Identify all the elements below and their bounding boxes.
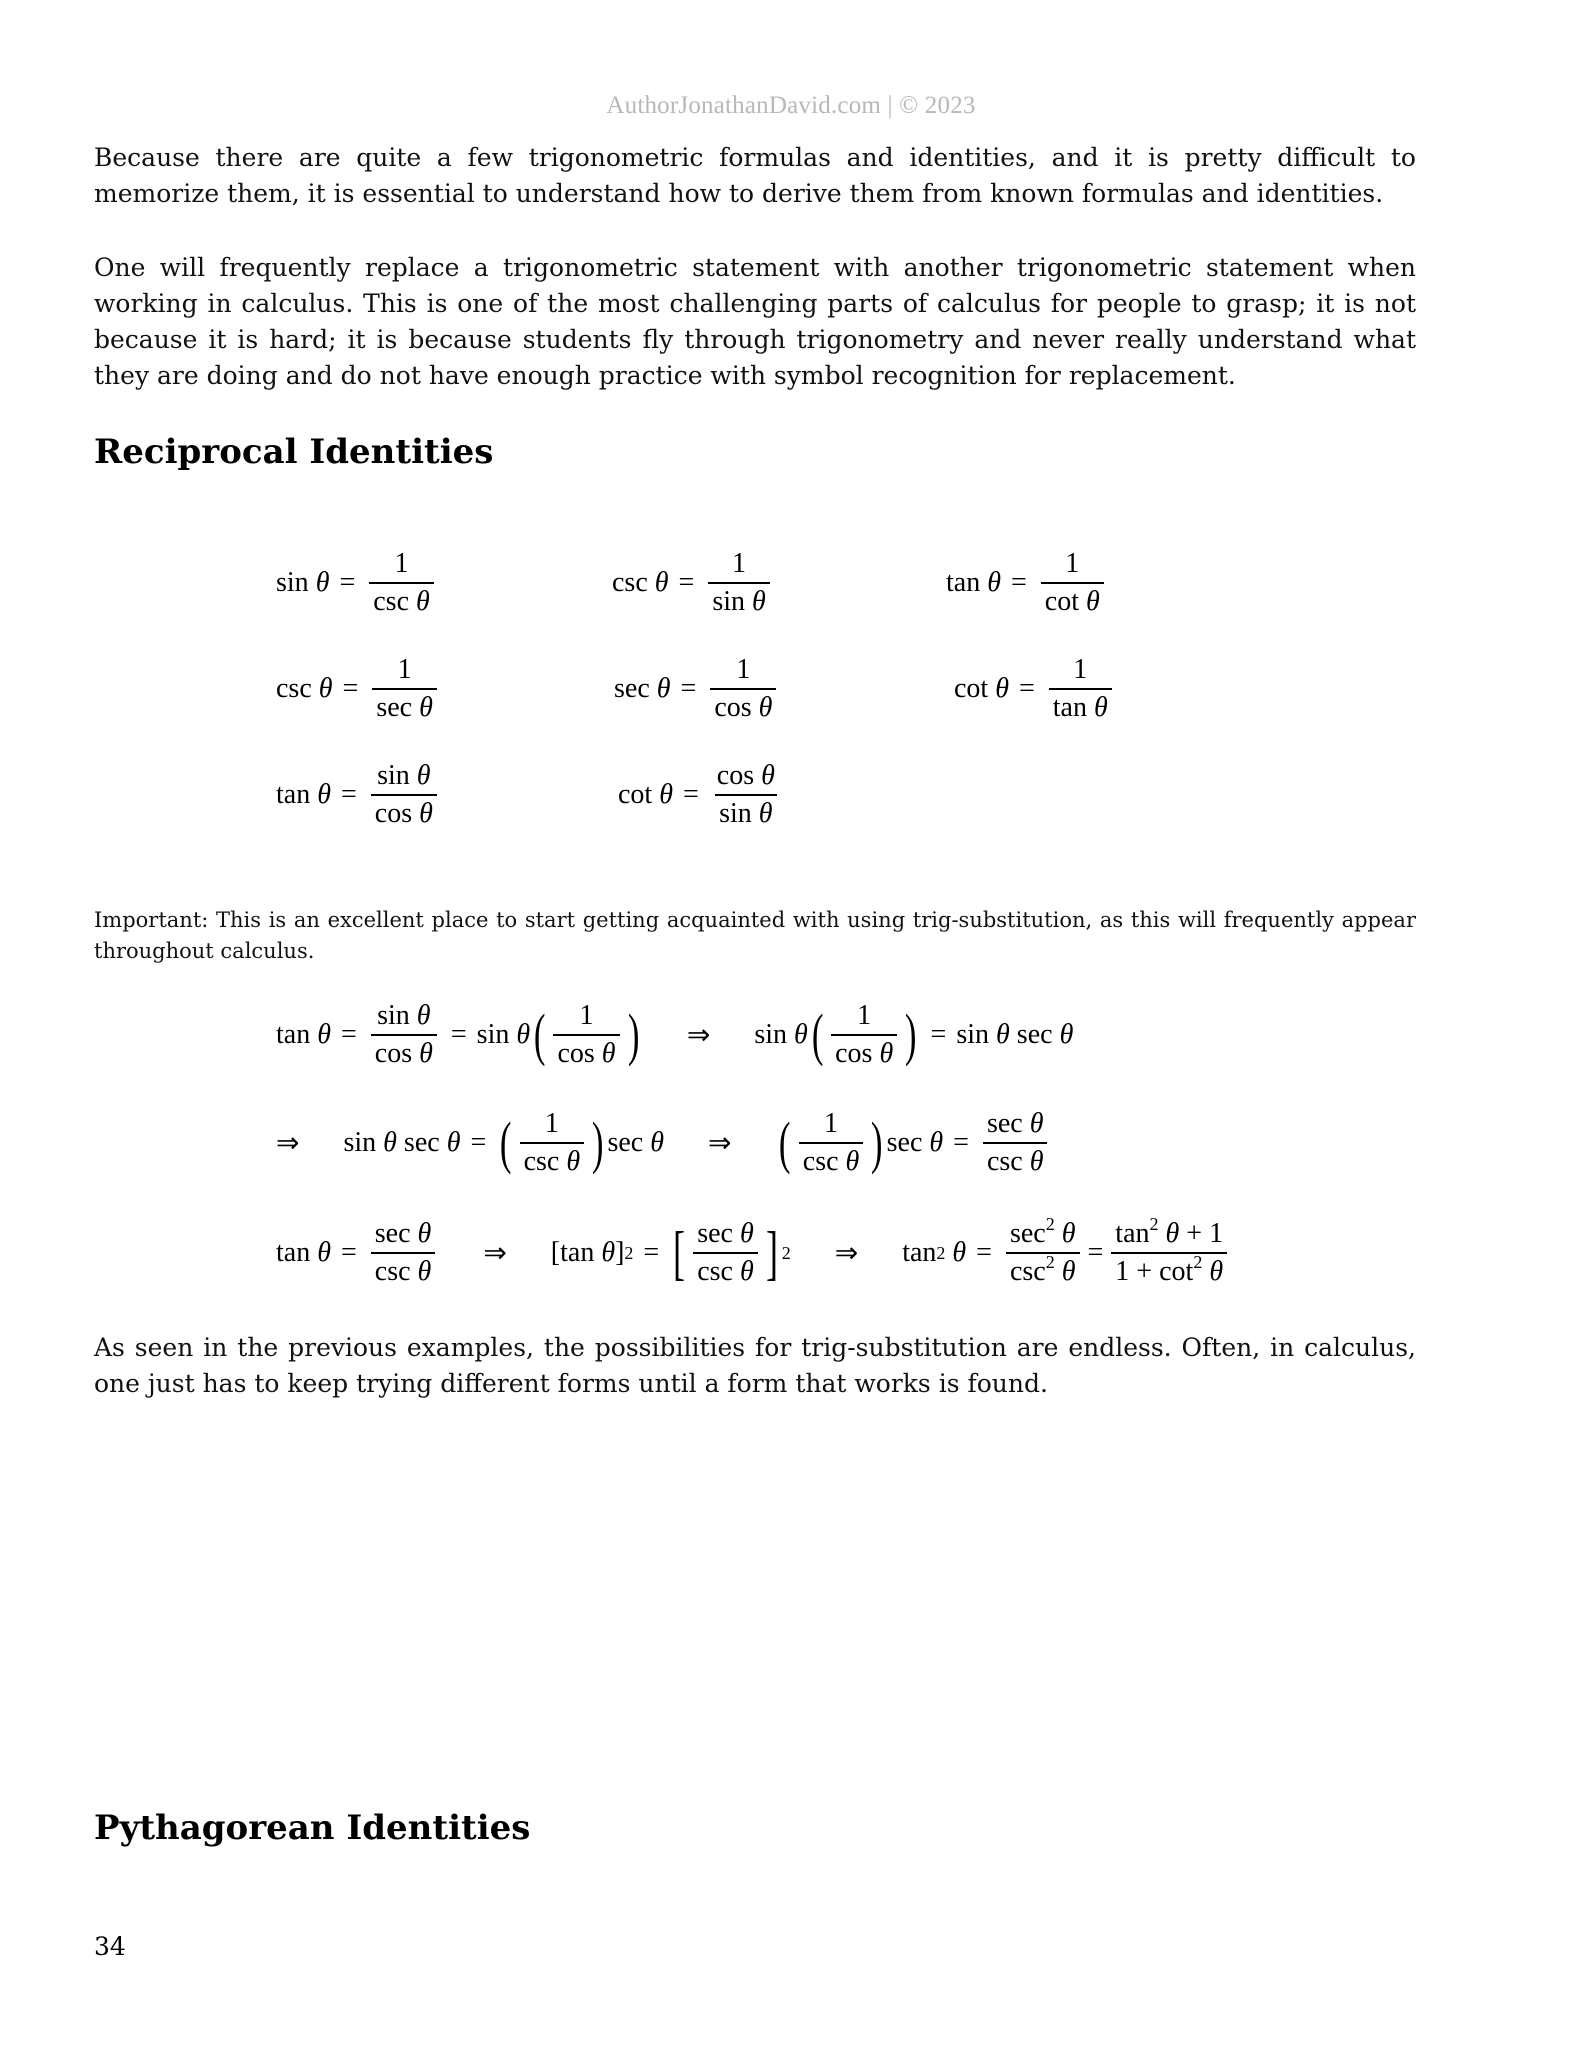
intro-paragraph-1: Because there are quite a few trigonometric formulas and identities, and it is pretty difficult to memorize them, it is essential to understand how to derive them from known formulas and identities. (94, 143, 1416, 208)
fraction: $\frac{\text{sin θ}}{\text{cos θ}}$ (371, 760, 437, 830)
identity-sin-csc: sin θ = $\frac{1}{\text{csc θ}}$ (276, 548, 438, 618)
identity-tan-quotient: tan θ = $\frac{\text{sin θ}}{\text{cos θ}}$ (276, 760, 441, 830)
fraction: $\frac{1}{\text{tan θ}}$ (1049, 654, 1112, 724)
page-header: AuthorJonathanDavid.com | © 2023 (606, 92, 976, 119)
identity-csc-sec: csc θ = $\frac{1}{\text{sec θ}}$ (276, 654, 441, 724)
fraction: $\frac{1}{\text{cot θ}}$ (1041, 548, 1104, 618)
intro-paragraph-2: One will frequently replace a trigonometric statement with another trigonometric statement when working in calculus. This is one of the most challenging parts of calculus for people to grasp; it is not because it is hard; it is because students fly through trigonometry and never really understand what they are doing and do not have enough practice with symbol recognition for replacement. (94, 253, 1416, 390)
identity-csc-sin: csc θ = $\frac{1}{\text{sin θ}}$ (612, 548, 774, 618)
section-heading-reciprocal: Reciprocal Identities (94, 432, 494, 472)
implies-arrow: ⇒ (834, 1238, 859, 1269)
page-number: 34 (94, 1932, 126, 1961)
important-note: Important: This is an excellent place to start getting acquainted with using trig-substitution, as this will frequently appear throughout calculus. (94, 908, 1416, 963)
section-heading-pythagorean: Pythagorean Identities (94, 1808, 531, 1848)
fraction: $\frac{1}{\text{csc θ}}$ (369, 548, 434, 618)
implies-arrow: ⇒ (483, 1238, 507, 1269)
identity-cot-quotient: cot θ = $\frac{\text{cos θ}}{\text{sin θ}}$ (618, 760, 783, 830)
identity-tan-cot: tan θ = $\frac{1}{\text{cot θ}}$ (946, 548, 1108, 618)
fraction: $\frac{1}{\text{sin θ}}$ (708, 548, 769, 618)
implies-arrow: ⇒ (707, 1128, 732, 1159)
fraction: $\frac{1}{\text{sec θ}}$ (372, 654, 437, 724)
fraction: $\frac{\text{cos θ}}{\text{sin θ}}$ (716, 760, 775, 829)
implies-arrow: ⇒ (686, 1020, 711, 1051)
implies-arrow: ⇒ (276, 1128, 300, 1159)
identity-sec-cos: sec θ = $\frac{1}{\text{cos θ}}$ (614, 654, 780, 724)
fraction: $\frac{1}{\text{cos θ}}$ (710, 654, 776, 724)
derivation-line-3: tan θ = $\frac{\text{sec θ}}{\text{csc θ}}$ ⇒ [ tan θ ] 2 = [ $\frac{\text{sec θ}}{\text{csc θ}}$ ] 2 ⇒ tan 2 θ = $\frac{\sec^2 \theta}{\csc^2 \theta}$ = $\frac{\tan^2 \theta + 1}{1 + \cot^2 \theta}$ (276, 1218, 1231, 1288)
derivation-line-1: tan θ = $\frac{\text{sin θ}}{\text{cos θ}}$ = sin θ ( $\frac{1}{\text{cos θ}}$ ) ⇒ sin θ ( $\frac{1}{\text{cos θ}}$ ) = sin θ sec θ (276, 1000, 1074, 1069)
conclusion-paragraph: As seen in the previous examples, the possibilities for trig-substitution are endless. Often, in calculus, one just has to keep trying different forms until a form that works is found. (94, 1333, 1416, 1398)
derivation-line-2: ⇒ sin θ sec θ = ( $\frac{1}{\text{csc θ}}$ ) sec θ ⇒ ( $\frac{1}{\text{csc θ}}$ ) sec θ = $\frac{\text{sec θ}}{\text{csc θ}}$ (276, 1108, 1051, 1178)
identity-cot-tan: cot θ = $\frac{1}{\text{tan θ}}$ (954, 654, 1116, 724)
